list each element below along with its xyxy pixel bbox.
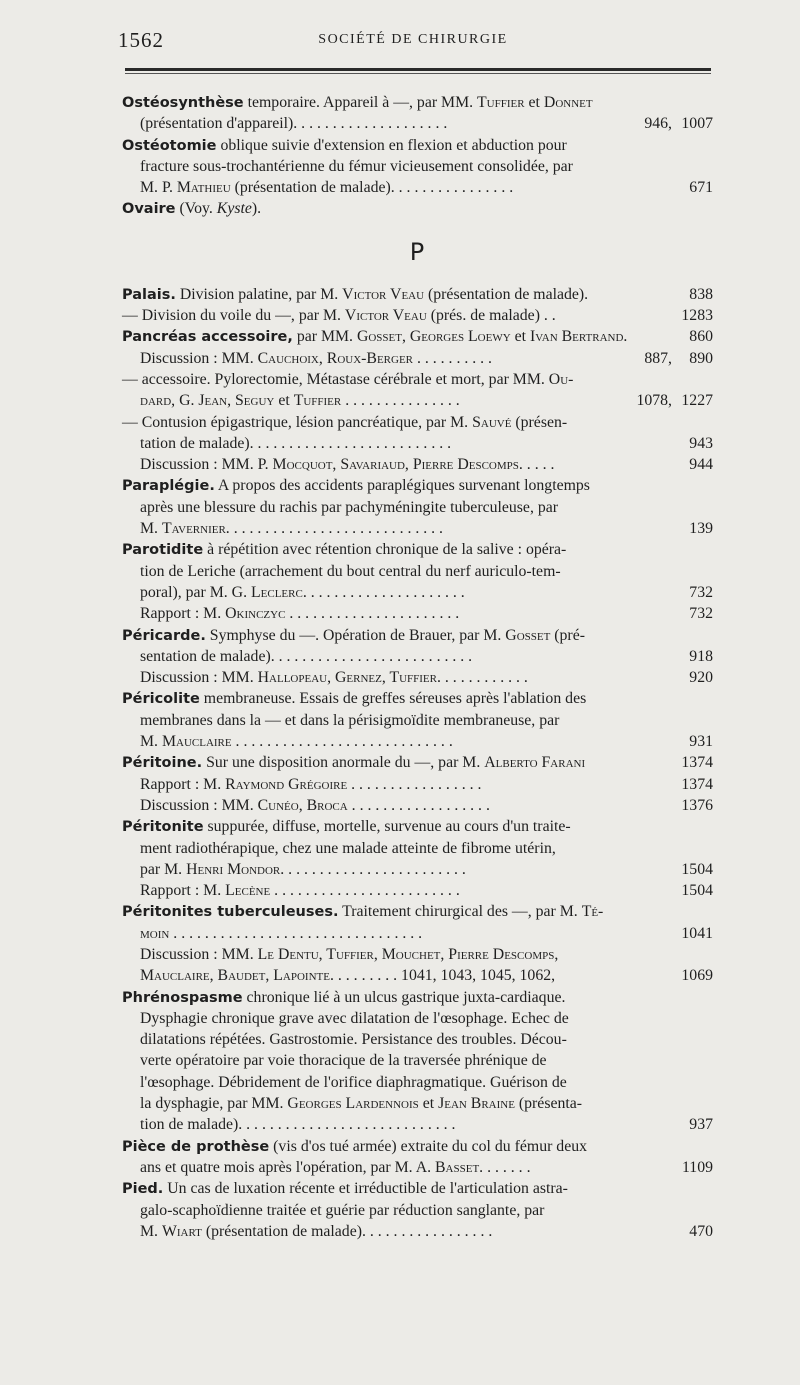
index-line [122,369,712,390]
index-line [122,497,712,518]
index-line [122,603,712,624]
index-line-text: sentation de malade). . . . . . . . . . . . . . . . . . . . . . . . . . [140,647,473,665]
index-line-text: Ostéosynthèse temporaire. Appareil à —, par MM. Tuffier et Donnet [122,94,593,111]
index-line [122,582,712,603]
index-line [122,1136,712,1157]
index-line [122,774,712,795]
index-line [122,1029,712,1050]
index-line-text: dilatations répétées. Gastrostomie. Persistance des troubles. Décou- [140,1031,567,1049]
index-line-text: Ovaire (Voy. Kyste). [122,200,262,218]
page-ref: 937 [689,1116,713,1134]
index-line [122,987,712,1008]
index-line [122,795,712,816]
page-number: 1562 [118,28,164,52]
page-ref: 470 [689,1222,713,1240]
page-ref: 671 [689,179,713,197]
page-ref: 1283 [681,307,713,325]
index-line [122,816,712,837]
index-line-text: Rapport : M. Okinczyc . . . . . . . . . . . . . . . . . . . . . . [140,605,460,623]
page-ref: 890 [689,349,713,367]
index-line-text: Palais. Division palatine, par M. Victor Veau (présentation de malade). [122,285,589,303]
index-line-text: Péricolite membraneuse. Essais de greffes séreuses après l'ablation des [122,690,587,708]
index-line [122,284,712,305]
running-title: SOCIÉTÉ DE CHIRURGIE [318,32,508,47]
page-ref: 860 [689,328,713,346]
index-line [122,454,712,475]
index-line [122,113,712,134]
index-line [122,752,712,773]
index-line [122,880,712,901]
index-line-text: dard, G. Jean, Seguy et Tuffier . . . . . . . . . . . . . . . [140,392,460,410]
page-ref: 944 [689,456,713,474]
page-ref-secondary: 1078, [636,392,672,410]
index-line-text: après une blessure du rachis par pachyméningite tuberculeuse, par [140,498,559,516]
index-line-text: tion de Leriche (arrachement du bout central du nerf auriculo-tem- [140,562,561,580]
page-ref: 1376 [681,796,713,814]
index-line-text: Péritonite suppurée, diffuse, mortelle, survenue au cours d'un traite- [122,818,571,836]
index-line [122,326,712,347]
page-ref: 139 [689,520,713,538]
page-ref: 1504 [681,860,713,878]
page-ref: 732 [689,605,713,623]
index-line-text: Péritonites tuberculeuses. Traitement chirurgical des —, par M. Té- [122,903,604,921]
index-line [122,1200,712,1221]
index-line-text: poral), par M. G. Leclerc. . . . . . . . . . . . . . . . . . . . . [140,583,465,601]
index-line [122,433,712,454]
page-ref: 1227 [681,392,713,410]
index-line-text: M. Wiart (présentation de malade). . . . . . . . . . . . . . . . . [140,1222,493,1240]
index-line [122,1178,712,1199]
index-line [122,156,712,177]
index-line-text: M. Tavernier. . . . . . . . . . . . . . . . . . . . . . . . . . . . [140,520,444,538]
page-ref: 1007 [681,115,713,133]
index-line-text: ans et quatre mois après l'opération, par M. A. Basset. . . . . . . [140,1158,531,1176]
index-line-text: Ostéotomie oblique suivie d'extension en flexion et abduction pour [122,136,567,154]
index-line-text: verte opératoire par voie thoracique de la traversée phrénique de [140,1052,547,1070]
index-line-text: Rapport : M. Raymond Grégoire . . . . . . . . . . . . . . . . . [140,775,482,793]
index-line [122,1050,712,1071]
index-line-text: M. P. Mathieu (présentation de malade). . . . . . . . . . . . . . . . [140,179,514,197]
index-line-text: Pièce de prothèse (vis d'os tué armée) extraite du col du fémur deux [122,1137,588,1155]
header-rule-thin [125,73,711,74]
page-ref: 943 [689,434,713,452]
index-line-text: tation de malade). . . . . . . . . . . . . . . . . . . . . . . . . . [140,434,452,452]
index-line-text: la dysphagie, par MM. Georges Lardennois et Jean Braine (présenta- [140,1095,583,1113]
index-line [122,667,712,688]
index-line [122,390,712,411]
index-line [122,901,712,922]
index-line-text: Rapport : M. Lecène . . . . . . . . . . . . . . . . . . . . . . . . [140,882,460,900]
index-line [122,348,712,369]
index-line [122,198,712,219]
index-line-text: — accessoire. Pylorectomie, Métastase cérébrale et mort, par MM. Ou- [122,370,574,388]
index-line-text: l'œsophage. Débridement de l'orifice diaphragmatique. Guérison de [140,1073,567,1091]
page-ref-secondary: 946, [644,115,672,133]
index-line [122,1093,712,1114]
page-ref: 918 [689,647,713,665]
page-ref: 931 [689,733,713,751]
index-line [122,1221,712,1242]
index-line-text: — Division du voile du —, par M. Victor Veau (prés. de malade) . . [122,307,556,325]
index-line [122,923,712,944]
index-line [122,965,712,986]
index-line [122,475,712,496]
index-line [122,731,712,752]
index-line [122,688,712,709]
index-line-text: Péritoine. Sur une disposition anormale du —, par M. Alberto Farani [122,754,586,772]
index-line-text: tion de malade). . . . . . . . . . . . . . . . . . . . . . . . . . . . [140,1116,456,1134]
index-line [122,561,712,582]
page-header [118,28,708,58]
index-line-text: Discussion : MM. Hallopeau, Gernez, Tuffier. . . . . . . . . . . . [140,669,528,687]
index-entries-top [122,92,712,220]
page-ref: 1069 [681,967,713,985]
index-line [122,1072,712,1093]
page-ref: 920 [689,669,713,687]
index-line [122,92,712,113]
page-ref: 732 [689,583,713,601]
index-line-text: Discussion : MM. Le Dentu, Tuffier, Mouchet, Pierre Descomps, [140,945,559,963]
index-line [122,838,712,859]
index-line [122,135,712,156]
index-line [122,1157,712,1178]
index-line [122,177,712,198]
page-ref: 1041 [681,924,713,942]
page-ref-secondary: 887, [644,349,672,367]
index-line [122,944,712,965]
page-ref: 1374 [681,754,713,772]
index-line [122,646,712,667]
index-line [122,305,712,326]
index-line [122,710,712,731]
index-line [122,518,712,539]
index-line-text: galo-scaphoïdienne traitée et guérie par réduction sanglante, par [140,1201,545,1219]
index-line [122,625,712,646]
index-line-text: membranes dans la — et dans la périsigmoïdite membraneuse, par [140,711,560,729]
index-line [122,412,712,433]
page-ref: 1504 [681,882,713,900]
page-ref: 838 [689,285,713,303]
index-line-text: Discussion : MM. Cauchoix, Roux-Berger . . . . . . . . . . [140,349,492,367]
page-ref: 1374 [681,775,713,793]
index-line-text: Pied. Un cas de luxation récente et irréductible de l'articulation astra- [122,1180,568,1198]
index-line [122,859,712,880]
index-line-text: Paraplégie. A propos des accidents paraplégiques survenant longtemps [122,477,590,495]
index-line-text: par M. Henri Mondor. . . . . . . . . . . . . . . . . . . . . . . . [140,860,466,878]
index-line-text: ment radiothérapique, chez une malade atteinte de fibrome utérin, [140,839,556,857]
index-line-text: Discussion : MM. Cunéo, Broca . . . . . . . . . . . . . . . . . . [140,796,490,814]
index-line-text: Mauclaire, Baudet, Lapointe. . . . . . . . . 1041, 1043, 1045, 1062, [140,967,556,985]
index-line-text: fracture sous-trochantérienne du fémur vicieusement consolidée, par [140,157,573,175]
index-line-text: (présentation d'appareil). . . . . . . . . . . . . . . . . . . . [140,115,448,133]
index-line-text: Dysphagie chronique grave avec dilatation de l'œsophage. Echec de [140,1009,569,1027]
section-letter: P [409,237,425,266]
page-ref: 1109 [681,1158,713,1176]
index-line [122,539,712,560]
index-body [122,92,712,1242]
index-line-text: moin . . . . . . . . . . . . . . . . . . . . . . . . . . . . . . . . [140,924,423,942]
index-line-text: Péricarde. Symphyse du —. Opération de Brauer, par M. Gosset (pré- [122,626,585,644]
index-line-text: Parotidite à répétition avec rétention chronique de la salive : opéra- [122,541,567,559]
index-line-text: Phrénospasme chronique lié à un ulcus gastrique juxta-cardiaque. [122,988,566,1006]
index-line-text: M. Mauclaire . . . . . . . . . . . . . . . . . . . . . . . . . . . . [140,733,453,751]
index-entries-p [122,284,712,1242]
index-line-text: Pancréas accessoire, par MM. Gosset, Georges Loewy et Ivan Bertrand. [122,328,628,346]
index-line-text: — Contusion épigastrique, lésion pancréatique, par M. Sauvé (présen- [122,413,568,431]
header-rule [125,68,711,71]
index-line [122,1008,712,1029]
index-line-text: Discussion : MM. P. Mocquot, Savariaud, Pierre Descomps. . . . . [140,456,555,474]
index-line [122,1114,712,1135]
